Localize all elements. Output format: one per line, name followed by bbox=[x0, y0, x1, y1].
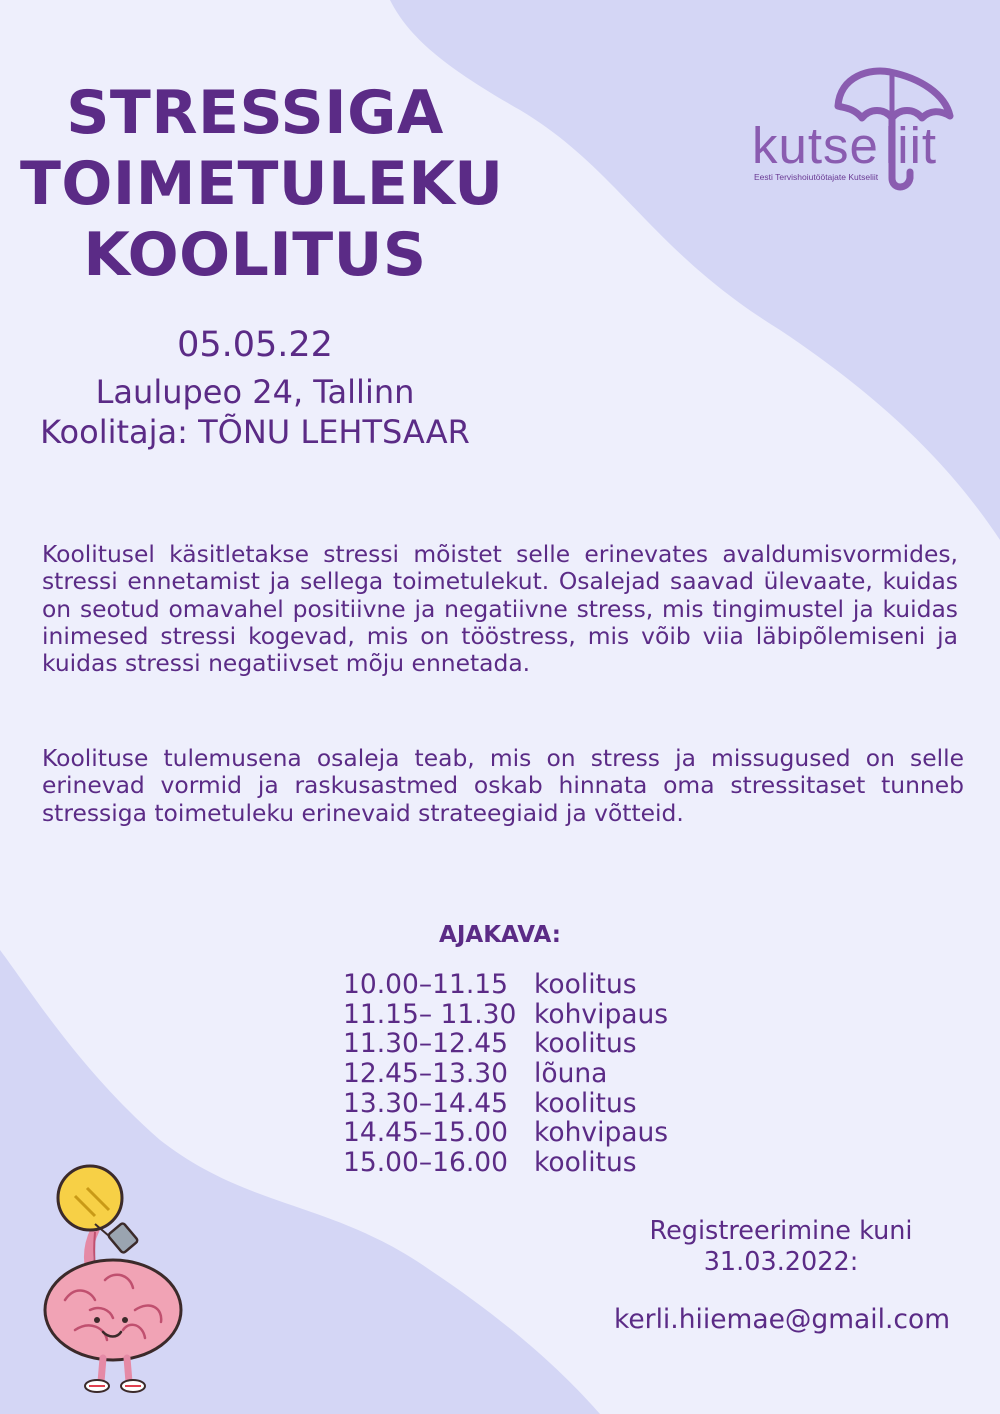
schedule-row bbox=[343, 1148, 668, 1178]
page-title bbox=[20, 78, 504, 291]
schedule-row bbox=[343, 1000, 668, 1030]
logo-word-part: liit bbox=[884, 117, 938, 174]
schedule-row bbox=[343, 1059, 668, 1089]
event-location: Laulupeo 24, Tallinn bbox=[95, 373, 415, 411]
schedule-activity: koolitus bbox=[534, 1147, 637, 1179]
title-line: KOOLITUS bbox=[83, 220, 427, 290]
schedule-time: 13.30–14.45 bbox=[343, 1087, 508, 1119]
schedule-activity: koolitus bbox=[534, 969, 637, 1000]
outcome-paragraph: Koolituse tulemusena osaleja teab, mis on stress ja missugused on selle erinevad vormid ja raskusastmed oskab hinnata oma stressitaset tunneb stressiga toimetuleku erinevaid strateegiaid ja võtteid. bbox=[42, 744, 964, 827]
schedule-time: 10.00–11.15 bbox=[343, 969, 508, 1000]
description-paragraph: Koolitusel käsitletakse stressi mõistet selle erinevates avaldumisvormides, stressi ennetamist ja sellega toimetulekut. Osalejad saavad ülevaate, kuidas on seotud omavahel positiivne ja negatiivne stress, mis tingimustel ja kuidas inimesed stressi kogevad, mis on tööstress, mis võib viia läbipõlemiseni ja kuidas stressi negatiivset mõju ennetada. bbox=[42, 540, 958, 678]
registration-label: Registreerimine kuni bbox=[649, 1216, 913, 1246]
schedule-activity: lõuna bbox=[534, 1058, 608, 1090]
schedule-time: 12.45–13.30 bbox=[343, 1058, 508, 1090]
registration-date: 31.03.2022: bbox=[703, 1247, 859, 1277]
contact-email[interactable]: kerli.hiiemae@gmail.com bbox=[613, 1304, 951, 1335]
title-line: STRESSIGA bbox=[66, 78, 444, 148]
schedule-time: 11.30–12.45 bbox=[343, 1028, 508, 1060]
schedule-table bbox=[343, 970, 668, 1178]
event-date: 05.05.22 bbox=[177, 325, 333, 365]
logo-word-part: kutse bbox=[752, 117, 879, 174]
schedule-row bbox=[343, 1029, 668, 1059]
logo-subtitle: Eesti Tervishoiutöötajate Kutseliit bbox=[754, 172, 879, 182]
schedule-activity: koolitus bbox=[534, 1087, 637, 1119]
brain-lightbulb-icon bbox=[35, 1160, 195, 1395]
schedule-row bbox=[343, 1089, 668, 1119]
schedule-title: AJAKAVA: bbox=[439, 922, 561, 948]
schedule-activity: kohvipaus bbox=[534, 1117, 669, 1149]
schedule-row bbox=[343, 970, 668, 1000]
kutseliit-logo bbox=[740, 66, 960, 196]
schedule-time: 11.15– 11.30 bbox=[343, 998, 517, 1030]
schedule-time: 14.45–15.00 bbox=[343, 1117, 508, 1149]
schedule-time: 15.00–16.00 bbox=[343, 1147, 508, 1179]
title-line: TOIMETULEKU bbox=[20, 149, 504, 219]
schedule-activity: koolitus bbox=[534, 1028, 637, 1060]
event-trainer: Koolitaja: TÕNU LEHTSAAR bbox=[40, 413, 470, 451]
schedule-row bbox=[343, 1118, 668, 1148]
logo-wordmark bbox=[752, 118, 937, 174]
schedule-activity: kohvipaus bbox=[534, 998, 669, 1030]
registration-deadline bbox=[620, 1216, 942, 1278]
